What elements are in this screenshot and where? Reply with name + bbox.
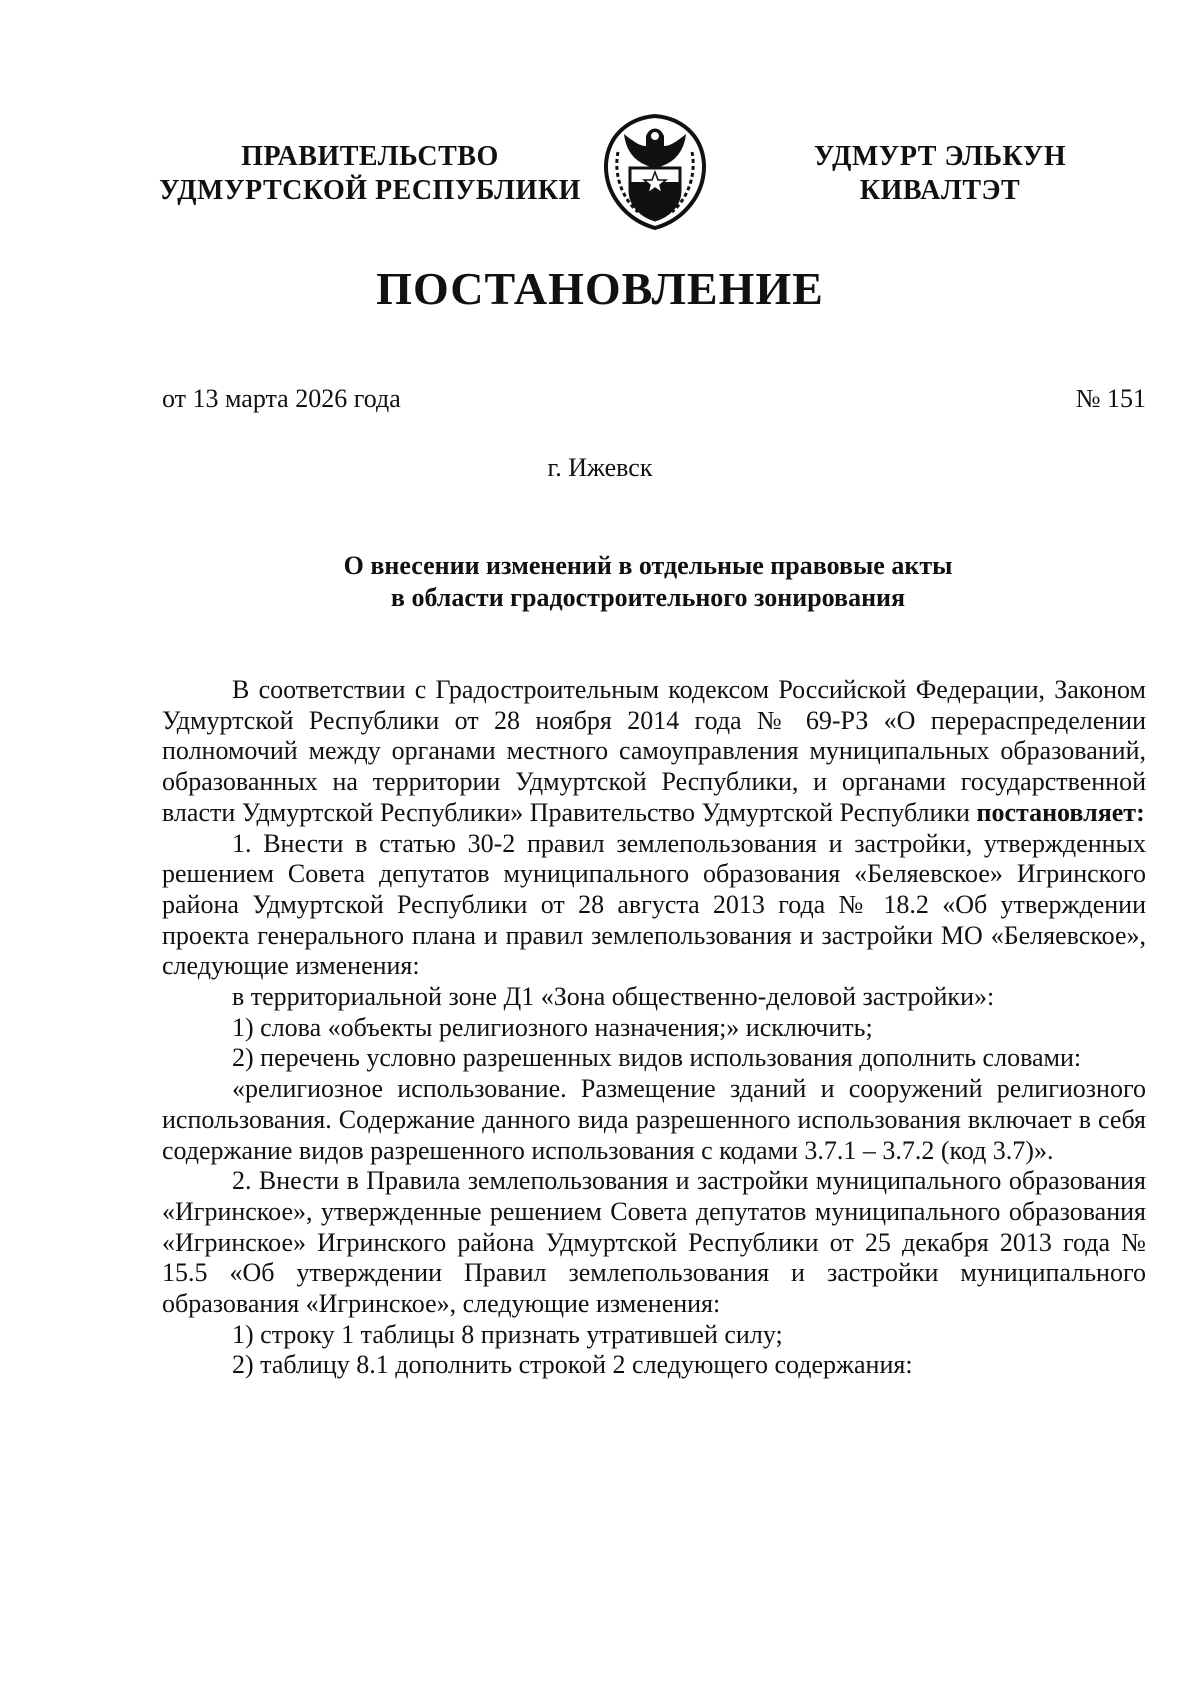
preamble-decree-word: постановляет (976, 797, 1137, 827)
subject-line1: О внесении изменений в отдельные правовые акты (343, 551, 953, 580)
paragraph-2: 2. Внести в Правила землепользования и застройки муниципального образования «Игринское», утвержденные решением Совета депутатов муниципального образования «Игринское» Игринского района Удмуртской Республики от 25 декабря 2013 года № 15.5 «Об утверждении Правил землепользования и застройки муниципального образования «Игринское», следующие изменения: (162, 1166, 1146, 1319)
paragraph-1-item-2: 2) перечень условно разрешенных видов использования дополнить словами: (232, 1043, 1082, 1073)
paragraph-1-zone: в территориальной зоне Д1 «Зона общественно-деловой застройки»: (232, 982, 995, 1012)
preamble-paragraph (162, 675, 1146, 829)
paragraph-2-item-2: 2) таблицу 8.1 дополнить строкой 2 следующего содержания: (232, 1350, 913, 1380)
header-left (150, 140, 590, 208)
header-left-line2: УДМУРТСКОЙ РЕСПУБЛИКИ (159, 175, 581, 206)
document-body (162, 675, 1146, 1381)
document-type-title: ПОСТАНОВЛЕНИЕ (376, 263, 824, 314)
header-right-line1: УДМУРТ ЭЛЬКУН (813, 141, 1067, 172)
paragraph-1: 1. Внести в статью 30-2 правил землепользования и застройки, утвержденных решением Совета депутатов муниципального образования «Беляевское» Игринского района Удмуртской Республики от 28 августа 2013 года № 18.2 «Об утверждении проекта генерального плана и правил землепользования и застройки МО «Беляевское», следующие изменения: (162, 828, 1146, 981)
subject-line2: в области градостроительного зонирования (390, 583, 906, 612)
paragraph-1-item-1: 1) слова «объекты религиозного назначения;» исключить; (232, 1012, 873, 1042)
paragraph-1-quote: «религиозное использование. Размещение зданий и сооружений религиозного использования. Содержание данного вида разрешенного использования включает в себя содержание видов разрешенного использования с кодами 3.7.1 – 3.7.2 (код 3.7)». (162, 1074, 1146, 1165)
document-number: № 151 (1075, 384, 1146, 413)
udmurt-coat-of-arms-icon (600, 112, 710, 232)
header-left-line1: ПРАВИТЕЛЬСТВО (241, 141, 499, 172)
preamble-text: В соответствии с Градостроительным кодексом Российской Федерации, Законом Удмуртской Республики от 28 ноября 2014 года № 69-РЗ «О перераспределении полномочий между органами местного самоуправления муниципальных образований, образованных на территории Удмуртской Республики, и органами государственной власти Удмуртской Республики» Правительство Удмуртской Республики (162, 675, 1146, 827)
paragraph-2-item-1: 1) строку 1 таблицы 8 признать утратившей силу; (232, 1319, 783, 1349)
document-city: г. Ижевск (547, 453, 653, 482)
document-date: от 13 марта 2026 года (162, 384, 401, 413)
preamble-colon: : (1136, 797, 1145, 827)
document-subject (150, 550, 1146, 614)
header-right (780, 140, 1100, 208)
header-right-line2: КИВАЛТЭТ (859, 175, 1021, 206)
